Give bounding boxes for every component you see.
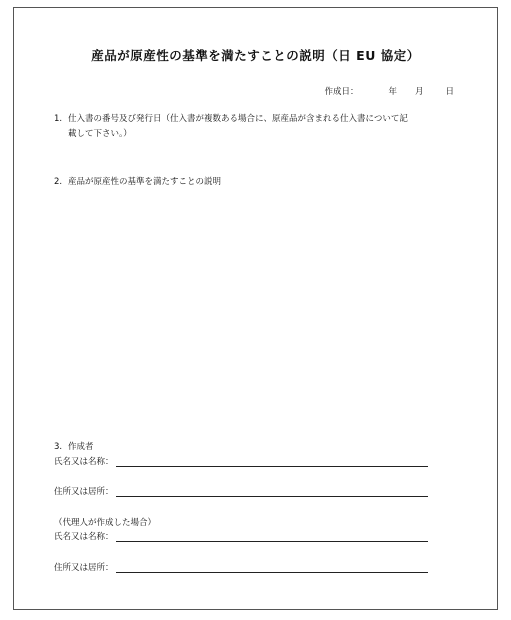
section-text: 仕入書の番号及び発行日（仕入書が複数ある場合に、原産品が含まれる仕入書について記 — [68, 114, 408, 124]
author-address-field — [54, 485, 428, 497]
section-author — [54, 440, 94, 455]
proxy-name-field — [54, 530, 428, 542]
author-name-label: 氏名又は名称： — [54, 457, 114, 467]
section-heading: 作成者 — [68, 442, 94, 452]
creation-date-label: 作成日： — [324, 87, 359, 97]
author-name-field — [54, 455, 428, 467]
author-address-label: 住所又は居所： — [54, 487, 114, 497]
proxy-address-field — [54, 561, 428, 573]
section-text-continued: 載して下さい。） — [68, 129, 132, 139]
author-address-line[interactable] — [116, 485, 428, 497]
proxy-name-label: 氏名又は名称： — [54, 532, 114, 542]
date-year-unit: 年 — [388, 87, 397, 97]
author-name-line[interactable] — [116, 455, 428, 467]
date-month-unit: 月 — [414, 87, 424, 97]
section-number: 3. — [54, 442, 63, 452]
document-page — [13, 7, 498, 610]
section-number: 2. — [54, 177, 63, 187]
proxy-address-label: 住所又は居所： — [54, 563, 114, 573]
creation-date-row — [324, 85, 454, 97]
section-invoice-info — [54, 112, 474, 142]
document-title: 産品が原産性の基準を満たすことの説明（日 EU 協定） — [91, 48, 420, 63]
section-text: 産品が原産性の基準を満たすことの説明 — [68, 177, 222, 187]
proxy-note: （代理人が作成した場合） — [54, 518, 157, 528]
date-day-unit: 日 — [445, 87, 454, 97]
section-number: 1. — [54, 114, 63, 124]
proxy-name-line[interactable] — [116, 530, 428, 542]
proxy-address-line[interactable] — [116, 561, 428, 573]
section-origin-explanation — [54, 175, 221, 190]
